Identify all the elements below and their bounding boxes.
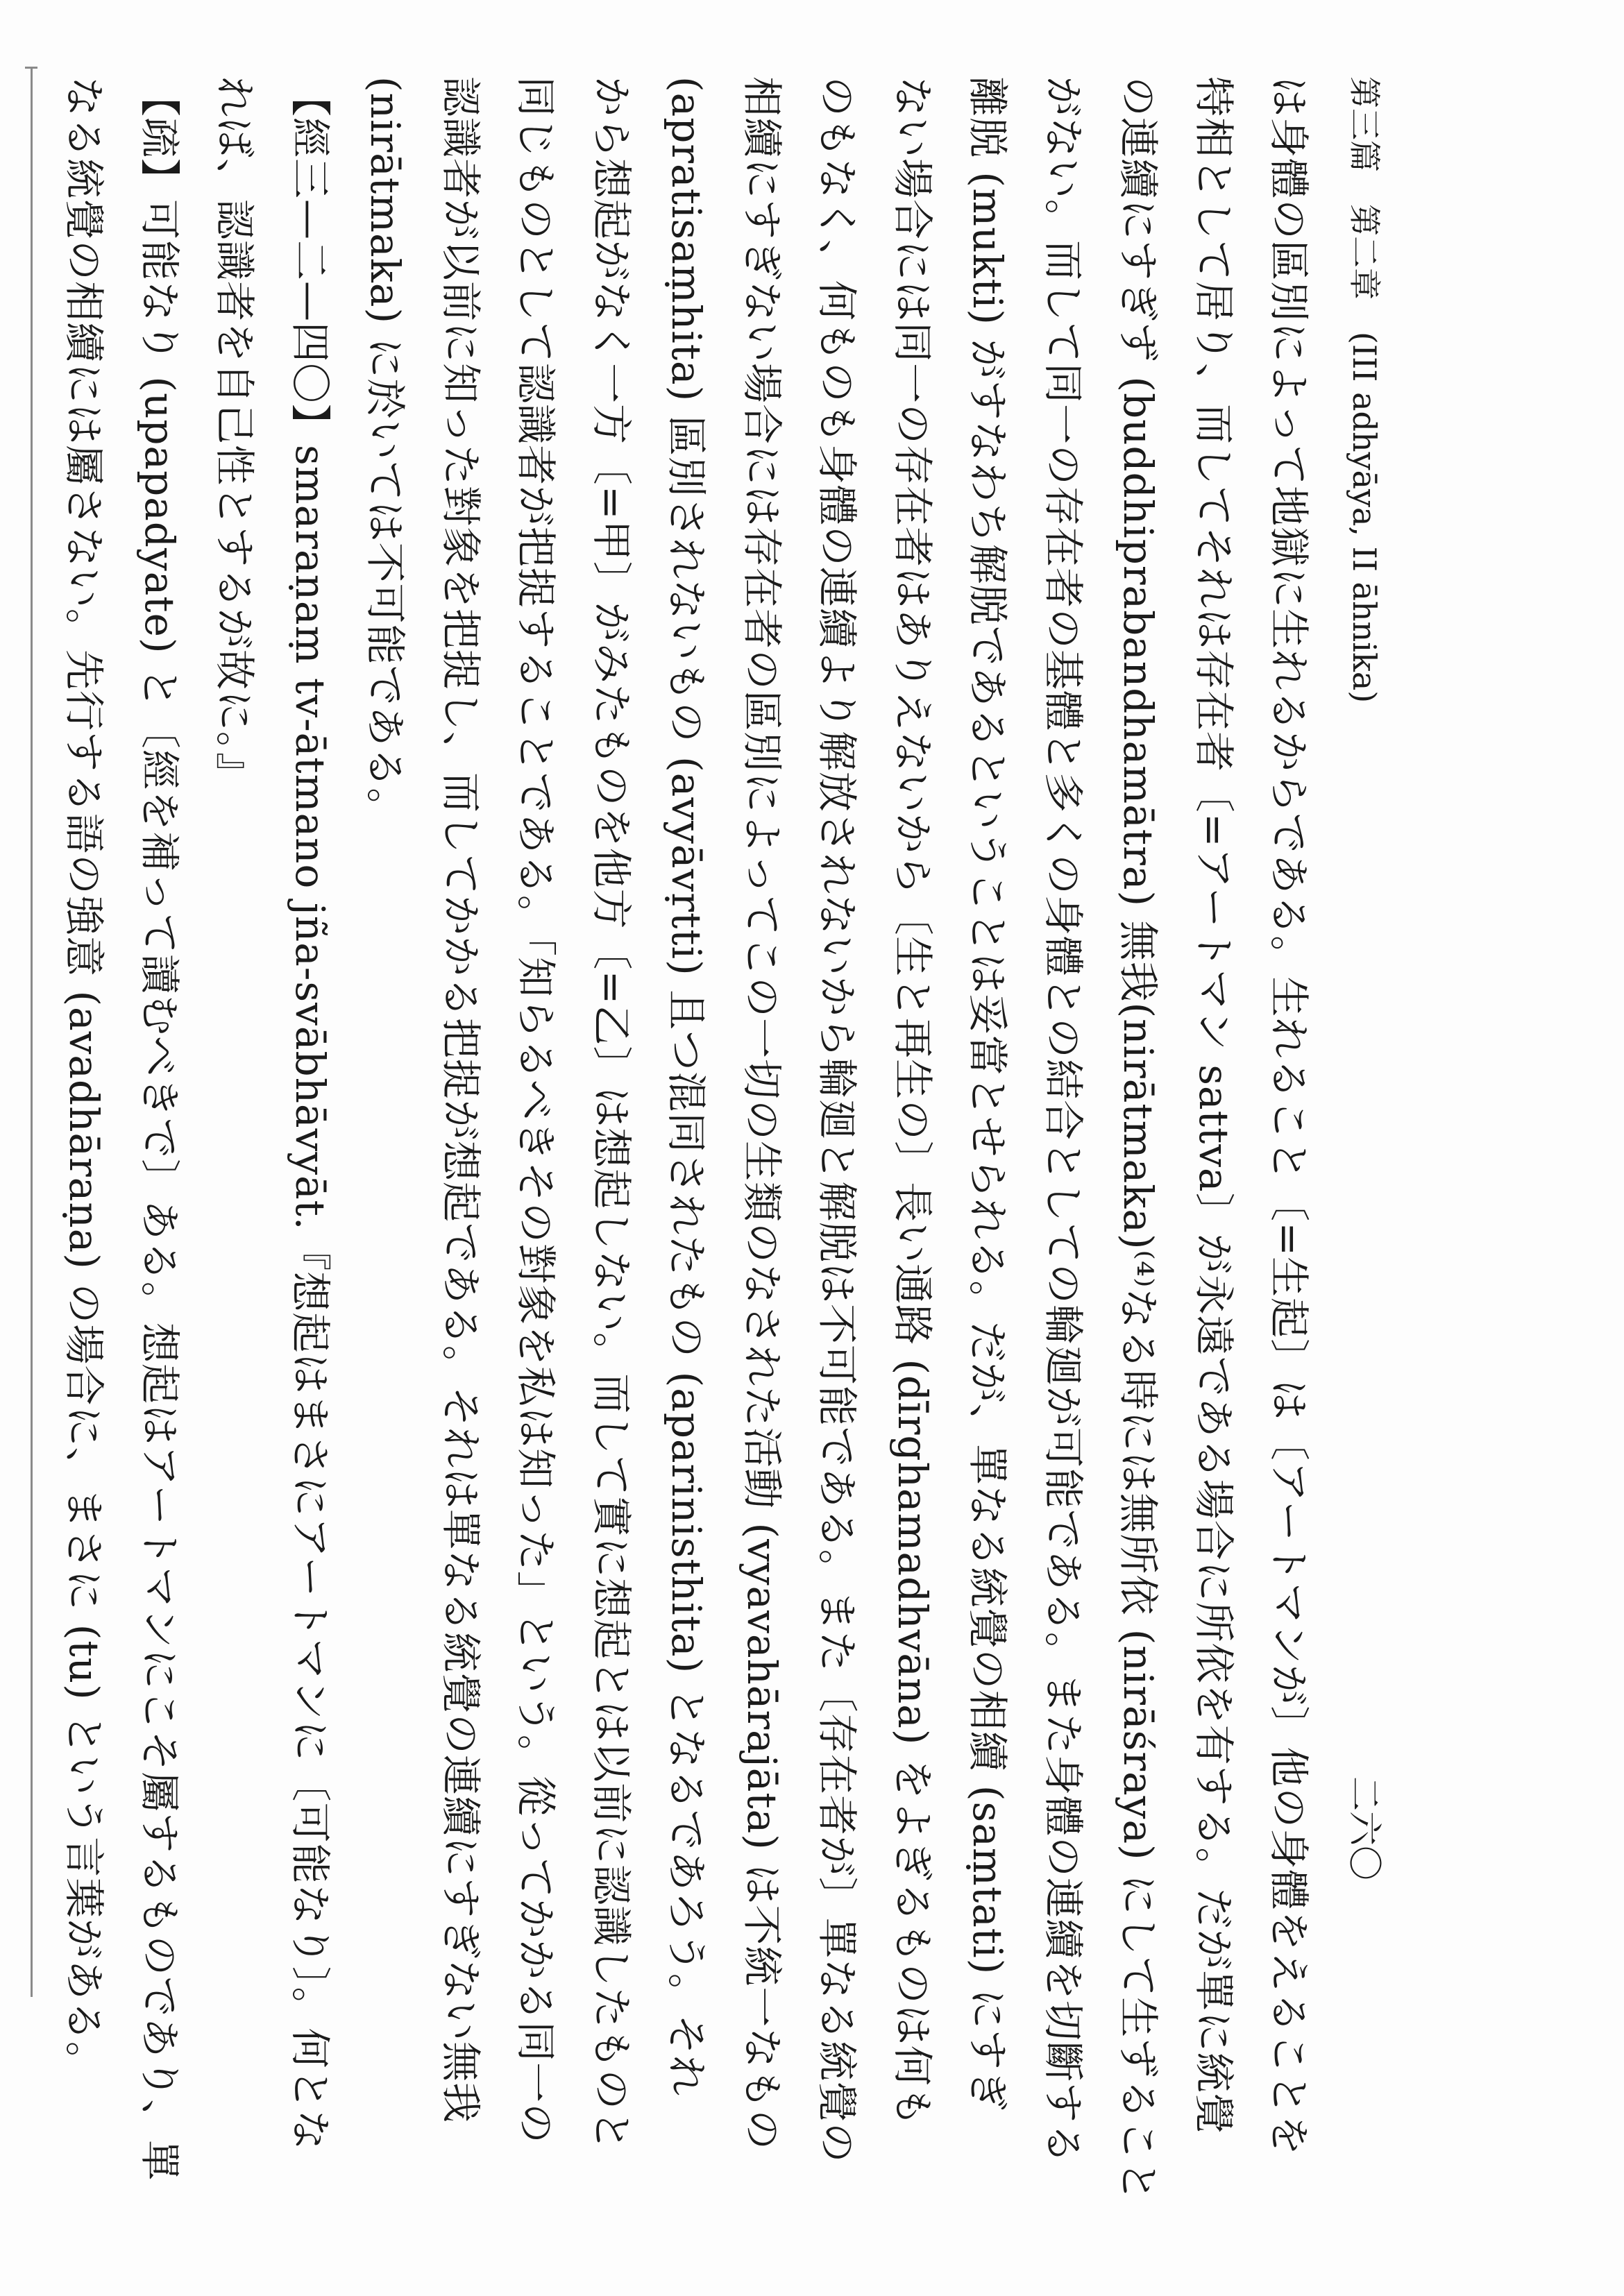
text-line: は身體の區別によって地獄に生れるからである。生れること〔=生起〕は〔アートマンが〕他の身體をえることを: [1265, 76, 1313, 2157]
text-block: [46, 76, 1402, 2202]
text-line: 同じものとして認識者が把捉することである。「知らるべきその對象を私は知った」という。從ってかかる同一の: [512, 76, 560, 2145]
text-line: なる統覺の相續には屬さない。先行する語の強意 (avadhāraṇa) の場合に、まさに (tu) という言葉がある。: [60, 76, 108, 2083]
commentary-line: 【疏】可能なり (upapadyate) と〔經を補って讀むべきで〕ある。想起はアートマンにこそ屬するものであり、單: [136, 76, 183, 2182]
text-line: 相續にすぎない場合には存在者の區別によってこの一切の生類のなされた活動 (vyavahārajāta) は不統一なもの: [738, 76, 786, 2151]
text-line: がない。而して同一の存在者の基體と多くの身體との結合としての輪廻が可能である。また身體の連續を切斷する: [1040, 76, 1087, 2165]
scan-margin-tick: [25, 67, 37, 69]
scan-margin-line: [31, 68, 33, 1997]
text-line: 認識者が以前に知った對象を把捉し、而してかかる把捉が想起である。それは單なる統覺の連續にすぎない無我: [437, 76, 484, 2124]
text-line: のもなく、何ものも身體の連續より解放されないから輪廻と解脱は不可能である。また〔存在者が〕單なる統覺の: [813, 76, 861, 2163]
running-head: [1327, 76, 1403, 2061]
text-line: れば、認識者を自己性とするが故に。』: [211, 76, 259, 794]
sutra-line: 【經三—二—四〇】smaraṇaṃ tv-ātmano jña-svābhāvyāt.『想起はまさにアートマンに〔可能なり〕。何とな: [287, 76, 334, 2151]
text-line: (apratisaṃhita) 區別されないもの (avyāvṛtti) 且つ混同されたもの (aparinisthita) となるであろう。それ: [663, 76, 711, 2097]
text-line: から想起がなく一方〔=甲〕がみたものを他方〔=乙〕は想起しない。而して實に想起とは以前に認識したものと: [588, 76, 635, 2152]
text-line: ない場合には同一の存在者はありえないから〔生と再生の〕長い通路 (dīrghamadhvāna) をよぎるものは何も: [889, 76, 936, 2127]
text-line: (nirātmaka) に於いては不可能である。: [362, 76, 409, 829]
text-line: 離脱 (mukti) がすなわち解脱であるということは妥當とせられる。だが、單なる統覺の相續 (saṃtati) にすぎ: [964, 76, 1012, 2111]
text-line: 特相として居り、而してそれは存在者〔=アートマン sattva〕が永遠である場合に所依を有する。だが單に統覺: [1190, 76, 1237, 2134]
page-number: 二六〇: [1344, 1776, 1385, 1880]
text-line: の連續にすぎず (buddhiprabandhamātra) 無我(nirātmaka)⁽⁴⁾なる時には無所依 (nirāśraya) にして生ずること: [1115, 76, 1162, 2202]
running-head-text: 第三篇 第二章 (III adhyāya, II āhnika): [1346, 76, 1383, 704]
